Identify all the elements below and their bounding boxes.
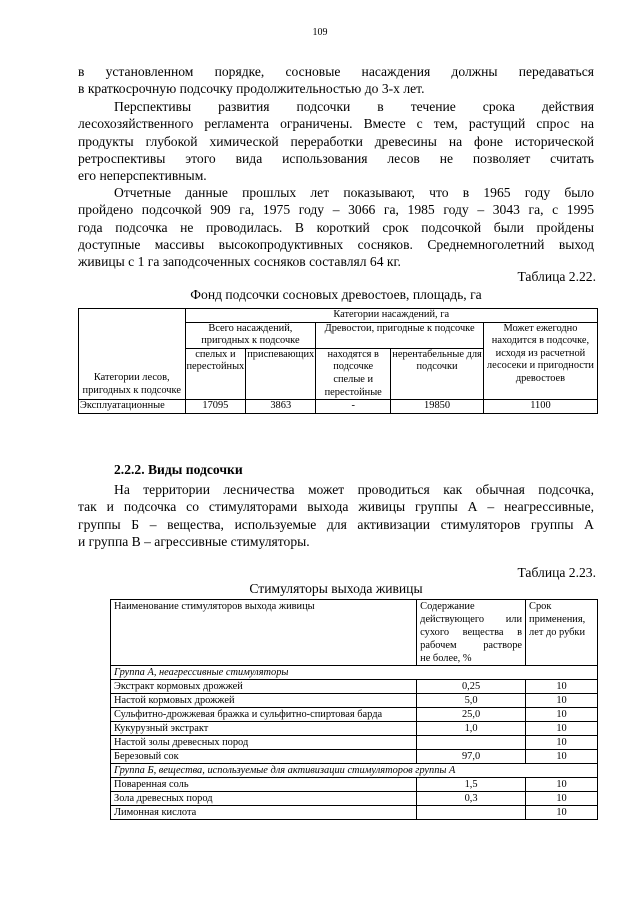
header-term: Срок применения, лет до рубки: [526, 600, 598, 666]
header-ripening: приспевающих: [246, 348, 316, 399]
table-2-23-title: Стимуляторы выхода живицы: [249, 581, 423, 596]
cell-content: [417, 736, 526, 750]
cell-term: 10: [526, 750, 598, 764]
cell-term: 10: [526, 778, 598, 792]
section-paragraph: [78, 481, 594, 550]
cell-term: 10: [526, 806, 598, 820]
cell-term: 10: [526, 722, 598, 736]
header-unprofitable: нерентабельные для подсочки: [391, 348, 484, 399]
header-category: Категории лесов, пригодных к подсочке: [79, 309, 186, 400]
text-line: его неперспективным.: [78, 168, 207, 184]
cell-category: Эксплуатационные: [79, 400, 186, 414]
table-2-22-label: Таблица 2.22.: [517, 269, 596, 284]
cell-name: Сульфитно-дрожжевая бражка и сульфитно-спиртовая барда: [111, 708, 417, 722]
cell-name: Настой кормовых дрожжей: [111, 694, 417, 708]
cell-content: 97,0: [417, 750, 526, 764]
cell-mature: 17095: [185, 400, 246, 414]
cell-name: Поваренная соль: [111, 778, 417, 792]
cell-unprofitable: 19850: [391, 400, 484, 414]
paragraph-1: [78, 63, 594, 98]
header-total: Всего насаждений, пригодных к подсочке: [185, 322, 316, 348]
table-2-23-label: Таблица 2.23.: [517, 565, 596, 580]
table-row: [111, 778, 598, 792]
cell-term: 10: [526, 708, 598, 722]
cell-ripening: 3863: [246, 400, 316, 414]
table-row: [111, 680, 598, 694]
text-line: года подсочка не проводилась. В короткий срок подсочкой были пройдены: [78, 219, 594, 235]
group-label: Группа А, неагрессивные стимуляторы: [111, 666, 598, 680]
table-2-23: [110, 599, 598, 820]
table-2-22: [78, 308, 598, 414]
header-stands: Древостои, пригодные к подсочке: [316, 322, 484, 348]
section-heading: 2.2.2. Виды подсочки: [114, 462, 243, 477]
table-row: [111, 792, 598, 806]
header-content: [417, 600, 526, 666]
header-content-line: сухого вещества в: [420, 627, 523, 638]
table-row: [111, 750, 598, 764]
table-row: [111, 736, 598, 750]
text-line: доступные массивы высокопродуктивных сосняков. Среднемноголетний выход: [78, 236, 594, 252]
header-content-line: Содержание: [420, 601, 475, 612]
table-row: [111, 806, 598, 820]
table-group-row: [111, 764, 598, 778]
text-line: живицы с 1 га заподсоченных сосняков составлял 64 кг.: [78, 254, 401, 270]
cell-content: 25,0: [417, 708, 526, 722]
text-line: Перспективы развития подсочки в течение срока действия: [114, 99, 594, 114]
cell-name: Березовый сок: [111, 750, 417, 764]
table-row: [111, 694, 598, 708]
page-number: 109: [312, 27, 328, 38]
cell-name: Зола древесных пород: [111, 792, 417, 806]
header-name: Наименование стимуляторов выхода живицы: [111, 600, 417, 666]
cell-name: Настой золы древесных пород: [111, 736, 417, 750]
cell-content: 1,5: [417, 778, 526, 792]
cell-name: Лимонная кислота: [111, 806, 417, 820]
cell-content: 1,0: [417, 722, 526, 736]
table-row: [111, 708, 598, 722]
cell-annual: 1100: [483, 400, 597, 414]
header-content-line: рабочем растворе: [420, 640, 523, 651]
group-label: Группа Б, вещества, используемые для активизации стимуляторов группы А: [111, 764, 598, 778]
cell-content: 5,0: [417, 694, 526, 708]
table-2-23-body: [111, 666, 598, 820]
header-group: Категории насаждений, га: [185, 309, 598, 323]
text-line: и группа В – агрессивные стимуляторы.: [78, 533, 310, 549]
text-line: лесохозяйственного регламента ограничены. Вместе с тем, растущий спрос на: [78, 116, 594, 132]
cell-name: Кукурузный экстракт: [111, 722, 417, 736]
cell-term: 10: [526, 792, 598, 806]
text-line: группы Б – вещества, используемые для активизации стимуляторов группы А: [78, 516, 594, 532]
header-content-line: не более, %: [420, 653, 472, 664]
text-line: так и подсочка со стимуляторами выхода живицы группы А – неагрессивные,: [78, 499, 594, 515]
cell-term: 10: [526, 694, 598, 708]
cell-term: 10: [526, 680, 598, 694]
text-line: продукты глубокой химической переработки древесины на фоне исторической: [78, 133, 594, 149]
table-group-row: [111, 666, 598, 680]
cell-term: 10: [526, 736, 598, 750]
table-row: [79, 400, 598, 414]
cell-content: 0,25: [417, 680, 526, 694]
header-mature: спелых и перестойных: [185, 348, 246, 399]
paragraph-2: [78, 98, 594, 184]
text-line: пройдено подсочкой 909 га, 1975 году – 3066 га, 1985 году – 3043 га, с 1995: [78, 202, 594, 218]
table-2-22-title: Фонд подсочки сосновых древостоев, площадь, га: [190, 287, 482, 302]
header-content-line: действующего или: [420, 614, 523, 625]
text-line: в установленном порядке, сосновые насаждения должны передаваться: [78, 64, 594, 79]
header-in-mature: находятся в подсочке спелые и перестойные: [316, 348, 391, 399]
cell-in-mature: -: [316, 400, 391, 414]
text-line: На территории лесничества может проводиться как обычная подсочка,: [114, 482, 594, 497]
text-line: в краткосрочную подсочку продолжительностью до 3-х лет.: [78, 81, 425, 97]
header-annual: Может ежегодно находится в подсочке, исходя из расчетной лесосеки и пригодности древостоев: [483, 322, 597, 400]
text-line: ретроспективы этого вида использования лесов не позволяет считать: [78, 150, 594, 166]
cell-name: Экстракт кормовых дрожжей: [111, 680, 417, 694]
cell-content: 0,3: [417, 792, 526, 806]
text-line: Отчетные данные прошлых лет показывают, что в 1965 году было: [114, 185, 594, 200]
paragraph-3: [78, 184, 594, 270]
cell-content: [417, 806, 526, 820]
table-row: [111, 722, 598, 736]
